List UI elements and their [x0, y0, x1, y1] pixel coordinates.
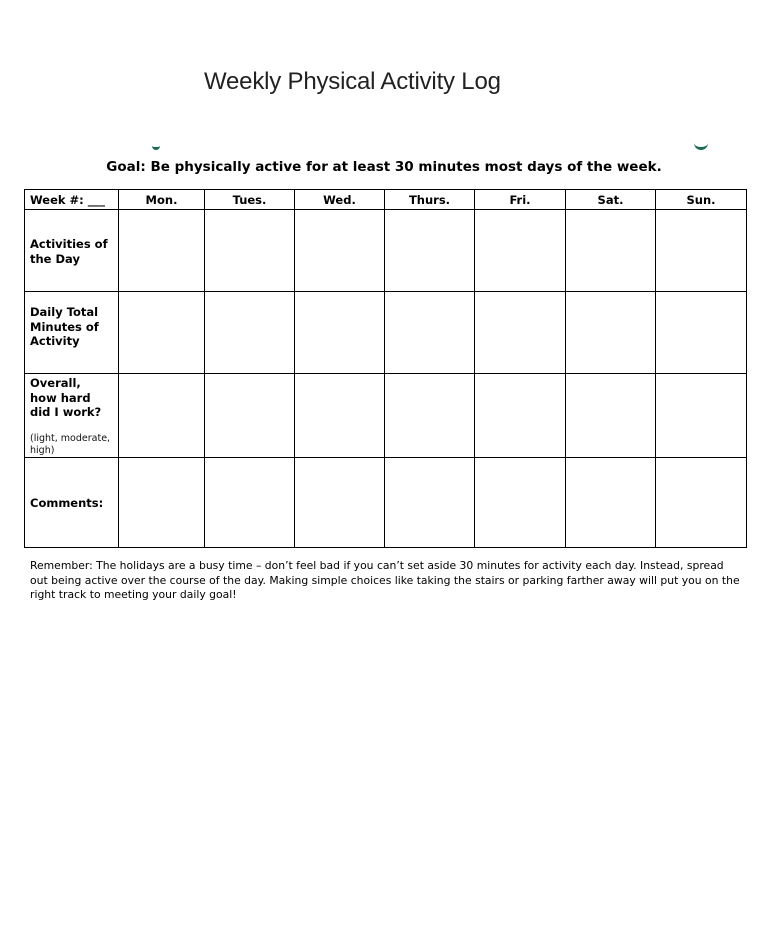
entry-cell-mon[interactable]: [119, 292, 205, 374]
week-number-header: Week #: ___: [25, 190, 119, 210]
entry-cell-thurs[interactable]: [385, 374, 475, 458]
entry-cell-wed[interactable]: [295, 210, 385, 292]
decorative-swoosh-left: [152, 143, 160, 150]
table-row-comments: [25, 457, 747, 547]
entry-cell-wed[interactable]: [295, 292, 385, 374]
entry-cell-mon[interactable]: [119, 374, 205, 458]
table-row-minutes: [25, 292, 747, 374]
entry-cell-thurs[interactable]: [385, 210, 475, 292]
activity-log-table: [24, 189, 747, 548]
entry-cell-tues[interactable]: [205, 374, 295, 458]
entry-cell-tues[interactable]: [205, 457, 295, 547]
entry-cell-tues[interactable]: [205, 292, 295, 374]
row-label-activities: Activities of the Day: [30, 237, 108, 266]
entry-cell-thurs[interactable]: [385, 457, 475, 547]
row-label-cell: [25, 210, 119, 292]
table-row-activities: [25, 210, 747, 292]
entry-cell-sun[interactable]: [656, 457, 747, 547]
entry-cell-fri[interactable]: [475, 457, 566, 547]
entry-cell-thurs[interactable]: [385, 292, 475, 374]
entry-cell-sun[interactable]: [656, 210, 747, 292]
table-row-intensity: [25, 374, 747, 458]
entry-cell-tues[interactable]: [205, 210, 295, 292]
row-label-cell: [25, 374, 119, 458]
day-header-sun: Sun.: [656, 190, 747, 210]
reminder-note: Remember: The holidays are a busy time – don’t feel bad if you can’t set aside 30 minutes for activity each day. Instead, spread out being active over the course of the day. Making simple choices like taking the stairs or parking farther away will put you on the right track to meeting your daily goal!: [30, 559, 740, 601]
header-row: [25, 190, 747, 210]
entry-cell-wed[interactable]: [295, 457, 385, 547]
day-header-sat: Sat.: [566, 190, 656, 210]
entry-cell-sun[interactable]: [656, 374, 747, 458]
decorative-swoosh-right: [694, 143, 708, 150]
entry-cell-mon[interactable]: [119, 210, 205, 292]
day-header-mon: Mon.: [119, 190, 205, 210]
day-header-wed: Wed.: [295, 190, 385, 210]
row-label-intensity: Overall, how hard did I work?: [30, 376, 102, 419]
entry-cell-sat[interactable]: [566, 457, 656, 547]
day-header-thurs: Thurs.: [385, 190, 475, 210]
row-note-intensity: (light, moderate, high): [30, 432, 111, 456]
day-header-fri: Fri.: [475, 190, 566, 210]
goal-statement: Goal: Be physically active for at least 30 minutes most days of the week.: [106, 159, 662, 175]
entry-cell-sat[interactable]: [566, 292, 656, 374]
entry-cell-sat[interactable]: [566, 210, 656, 292]
page-title: Weekly Physical Activity Log: [204, 68, 501, 95]
entry-cell-fri[interactable]: [475, 374, 566, 458]
entry-cell-mon[interactable]: [119, 457, 205, 547]
entry-cell-sat[interactable]: [566, 374, 656, 458]
entry-cell-wed[interactable]: [295, 374, 385, 458]
row-label-cell: [25, 292, 119, 374]
row-label-minutes: Daily Total Minutes of Activity: [30, 305, 99, 348]
entry-cell-fri[interactable]: [475, 292, 566, 374]
entry-cell-sun[interactable]: [656, 292, 747, 374]
row-label-cell: [25, 457, 119, 547]
row-label-comments: Comments:: [30, 495, 104, 510]
day-header-tues: Tues.: [205, 190, 295, 210]
entry-cell-fri[interactable]: [475, 210, 566, 292]
